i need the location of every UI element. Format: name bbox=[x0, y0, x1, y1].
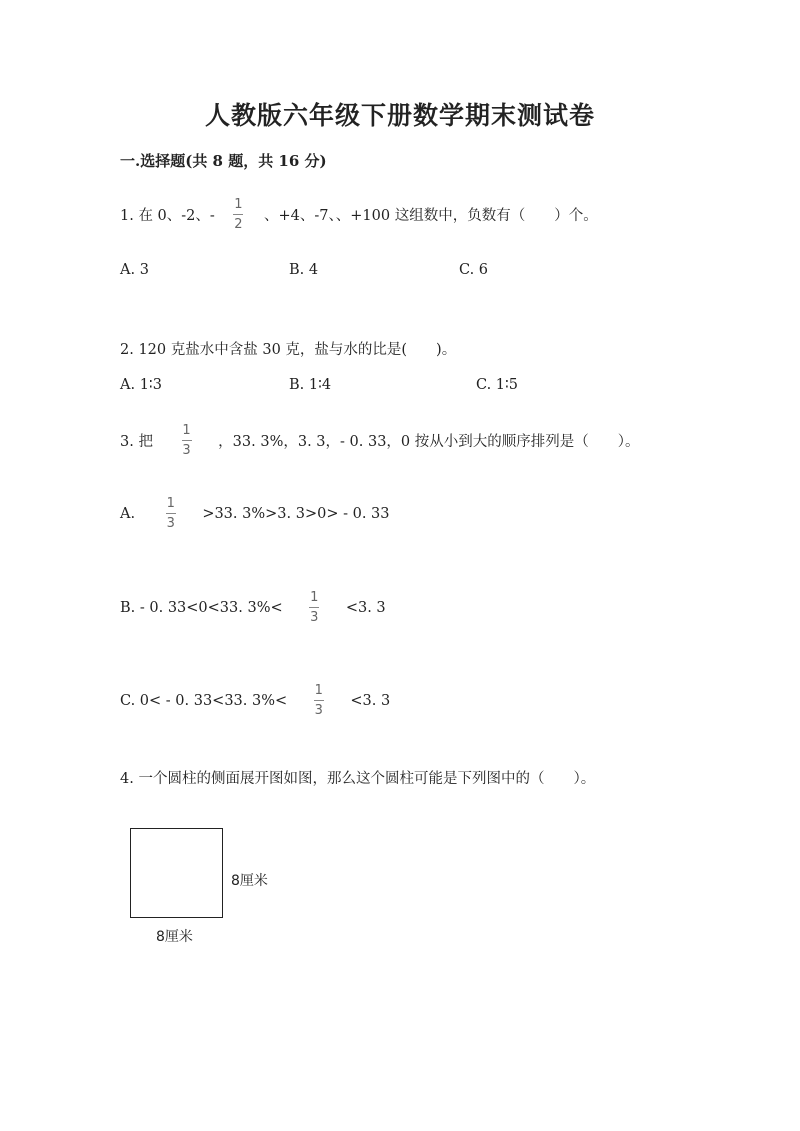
q3-option-c bbox=[120, 684, 390, 717]
page-title: 人教版六年级下册数学期末测试卷 bbox=[204, 101, 595, 130]
section-heading: 一.选择题(共 8 题，共 16 分) bbox=[120, 152, 327, 170]
q2-option-c: C. 1∶5 bbox=[476, 377, 519, 393]
option-text-pre: C. 0< - 0. 33<33. 3%< bbox=[120, 692, 288, 709]
fraction-one-third bbox=[314, 684, 324, 717]
q3-option-a bbox=[120, 497, 390, 530]
q3-option-b bbox=[120, 591, 386, 624]
fraction-numerator: 1 bbox=[166, 496, 175, 511]
fraction-one-half bbox=[233, 198, 243, 231]
fraction-one-third bbox=[166, 497, 176, 530]
fraction-bar bbox=[233, 214, 243, 215]
cylinder-net-square bbox=[130, 828, 223, 918]
fraction-bar bbox=[314, 700, 324, 701]
fraction-numerator: 1 bbox=[310, 590, 319, 605]
fraction-numerator: 1 bbox=[182, 423, 191, 438]
question-3-text-pre: 3. 把 bbox=[120, 434, 153, 450]
q2-option-b: B. 1∶4 bbox=[289, 377, 332, 393]
fraction-denominator: 3 bbox=[310, 610, 319, 625]
fraction-denominator: 3 bbox=[166, 516, 175, 531]
fraction-denominator: 3 bbox=[314, 703, 323, 718]
question-1-text-pre: 1. 在 0、-2、- bbox=[120, 208, 215, 224]
q1-option-b: B. 4 bbox=[289, 262, 319, 278]
question-1-text-post: 、+4、-7、、+100 这组数中，负数有（ ）个。 bbox=[264, 208, 598, 224]
question-1 bbox=[120, 198, 598, 231]
question-3 bbox=[120, 424, 640, 457]
option-text-post: <3. 3 bbox=[350, 692, 391, 709]
fraction-numerator: 1 bbox=[234, 197, 243, 212]
option-text-pre: B. - 0. 33<0<33. 3%< bbox=[120, 599, 283, 616]
question-2: 2. 120 克盐水中含盐 30 克，盐与水的比是( )。 bbox=[120, 342, 457, 358]
q1-option-a: A. 3 bbox=[120, 262, 149, 278]
fraction-one-third bbox=[309, 591, 319, 624]
option-label: A. bbox=[120, 505, 136, 522]
fraction-numerator: 1 bbox=[314, 683, 323, 698]
fraction-denominator: 2 bbox=[234, 217, 243, 232]
fraction-bar bbox=[166, 513, 176, 514]
option-text-post: <3. 3 bbox=[345, 599, 386, 616]
base-length-label: 8厘米 bbox=[156, 929, 193, 945]
option-text: >33. 3%>3. 3>0> - 0. 33 bbox=[202, 505, 390, 522]
question-4: 4. 一个圆柱的侧面展开图如图，那么这个圆柱可能是下列图中的（ ）。 bbox=[120, 771, 596, 787]
fraction-bar bbox=[182, 440, 192, 441]
q2-option-a: A. 1∶3 bbox=[120, 377, 162, 393]
question-3-text-post: ，33. 3%，3. 3，- 0. 33，0 按从小到大的顺序排列是（ ）。 bbox=[218, 434, 640, 450]
fraction-one-third bbox=[182, 424, 192, 457]
q1-option-c: C. 6 bbox=[459, 262, 489, 278]
side-length-label: 8厘米 bbox=[231, 873, 268, 889]
fraction-bar bbox=[309, 607, 319, 608]
fraction-denominator: 3 bbox=[182, 443, 191, 458]
